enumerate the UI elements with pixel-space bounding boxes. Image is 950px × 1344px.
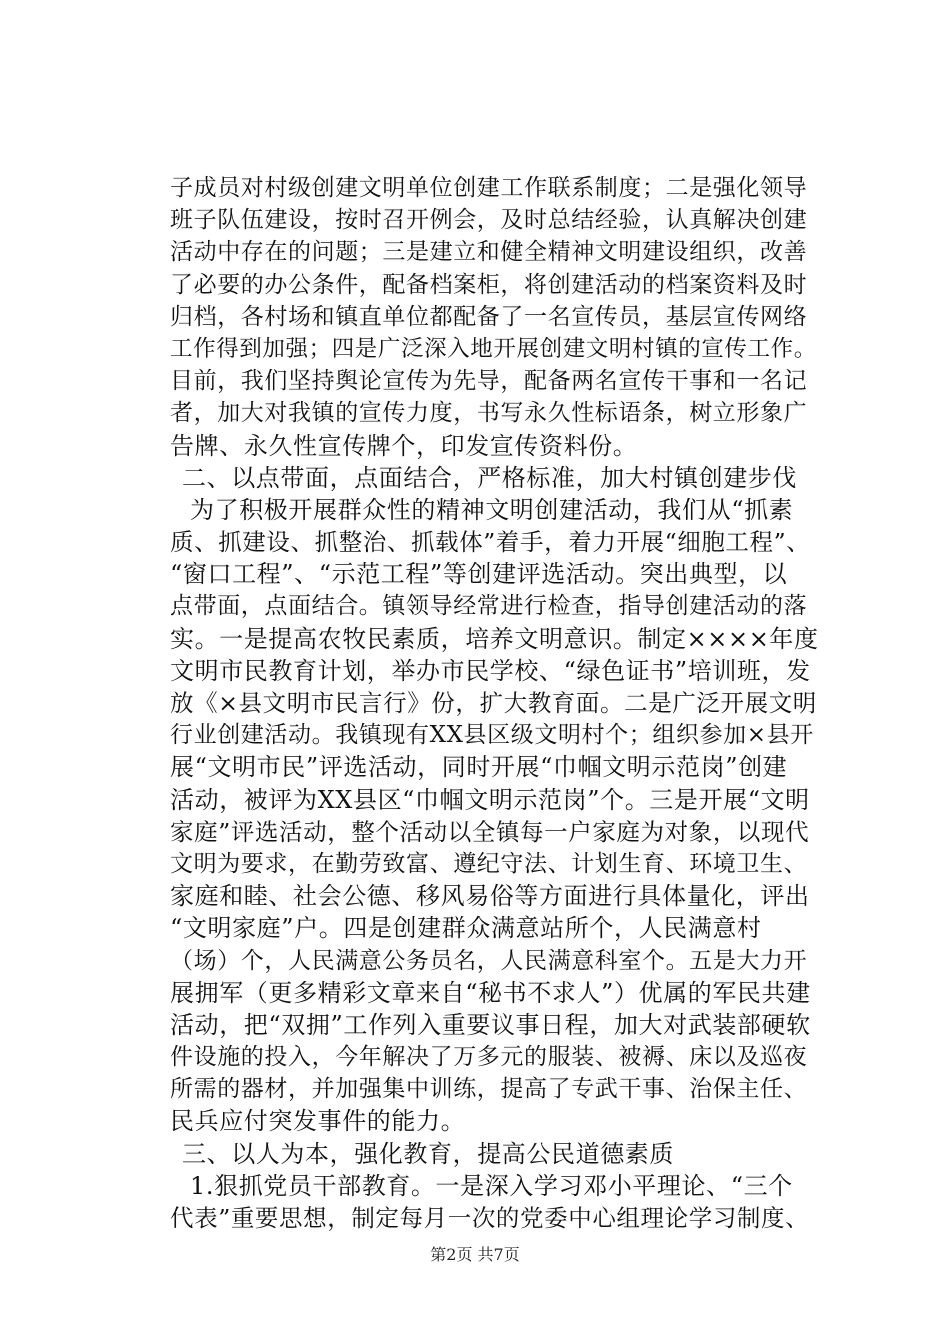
text-line: 放《×县文明市民言行》份，扩大教育面。二是广泛开展文明 <box>170 689 817 717</box>
text-line: 文明市民教育计划，举办市民学校、“绿色证书”培训班，发 <box>170 656 811 685</box>
text-line: 行业创建活动。我镇现有XX县区级文明村个；组织参加×县开 <box>170 722 814 749</box>
text-line: 展拥军（更多精彩文章来自“秘书不求人”）优属的军民共建 <box>170 978 811 1007</box>
text-line: 归档，各村场和镇直单位都配备了一名宣传员，基层宣传网络 <box>170 303 808 330</box>
text-line: 实。一是提高农牧民素质，培养文明意识。制定××××年度 <box>170 624 819 653</box>
text-line: 了必要的办公条件，配备档案柜，将创建活动的档案资料及时 <box>170 271 808 298</box>
section-heading-3: 三、以人为本，强化教育，提高公民道德素质 <box>182 1139 674 1168</box>
text-line: 点带面，点面结合。镇领导经常进行检查，指导创建活动的落 <box>170 593 808 620</box>
text-line: 工作得到加强；四是广泛深入地开展创建文明村镇的宣传工作。 <box>170 335 817 362</box>
paragraph-start: 为了积极开展群众性的精神文明创建活动，我们从“抓素 <box>190 495 794 524</box>
text-line: 班子队伍建设，按时召开例会，及时总结经验，认真解决创建 <box>170 207 808 234</box>
text-line: “文明家庭”户。四是创建群众满意站所个，人民满意村 <box>170 914 762 943</box>
text-line: 告牌、永久性宣传牌个，印发宣传资料份。 <box>170 431 638 460</box>
section-heading-2: 二、以点带面，点面结合，严格标准，加大村镇创建步伐 <box>182 463 797 492</box>
text-line: 质、抓建设、抓整治、抓载体”着手，着力开展“细胞工程”、 <box>170 528 811 557</box>
text-line: 家庭和睦、社会公德、移风易俗等方面进行具体量化，评出 <box>170 882 810 911</box>
page-footer: 第2页 共7页 <box>430 1245 520 1264</box>
text-line: 目前，我们坚持舆论宣传为先导，配备两名宣传干事和一名记 <box>170 368 808 395</box>
text-line: 子成员对村级创建文明单位创建工作联系制度；二是强化领导 <box>170 175 808 201</box>
text-line: 展“文明市民”评选活动，同时开展“巾帼文明示范岗”创建 <box>170 753 788 782</box>
text-line: （场）个，人民满意公务员名，人民满意科室个。五是大力开 <box>170 947 808 974</box>
text-line: “窗口工程”、“示范工程”等创建评选活动。突出典型，以 <box>170 560 788 589</box>
text-line: 活动，把“双拥”工作列入重要议事日程，加大对武装部硬软 <box>170 1010 811 1039</box>
text-line: 民兵应付突发事件的能力。 <box>170 1107 466 1136</box>
text-line: 文明为要求，在勤劳致富、遵纪守法、计划生育、环境卫生、 <box>170 850 808 877</box>
text-line: 件设施的投入，今年解决了万多元的服装、被褥、床以及巡夜 <box>170 1044 808 1071</box>
text-line: 活动，被评为XX县区“巾帼文明示范岗”个。三是开展“文明 <box>170 785 810 814</box>
text-line: 者，加大对我镇的宣传力度，书写永久性标语条，树立形象广 <box>170 400 808 427</box>
text-line: 活动中存在的问题；三是建立和健全精神文明建设组织，改善 <box>170 239 808 266</box>
paragraph-start: 1.狠抓党员干部教育。一是深入学习邓小平理论、“三个 <box>190 1171 793 1200</box>
text-line: 代表”重要思想，制定每月一次的党委中心组理论学习制度、 <box>170 1204 810 1232</box>
text-line: 所需的器材，并加强集中训练，提高了专武干事、治保主任、 <box>170 1076 808 1103</box>
body-text <box>170 172 820 1234</box>
text-line: 家庭”评选活动，整个活动以全镇每一户家庭为对象，以现代 <box>170 817 810 846</box>
